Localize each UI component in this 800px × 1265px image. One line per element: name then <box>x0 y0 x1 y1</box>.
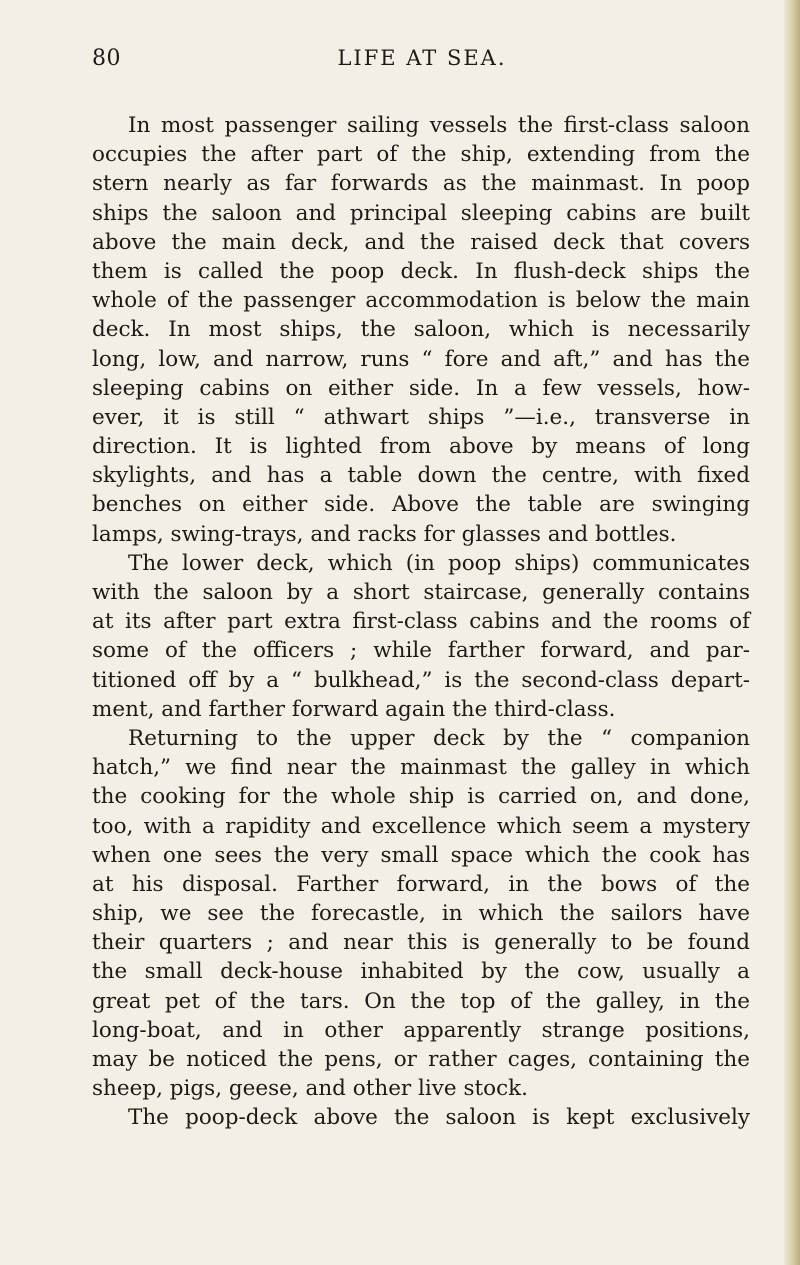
text-line: sheep, pigs, geese, and other live stock. <box>92 1076 529 1102</box>
text-line: whole of the passenger accommodation is below the main <box>92 288 750 314</box>
text-line: the small deck-house inhabited by the cow, usually a <box>92 959 750 985</box>
text-line: great pet of the tars. On the top of the galley, in the <box>92 988 750 1014</box>
text-line: some of the officers ; while farther forward, and par- <box>92 638 750 664</box>
body-text <box>92 111 750 1133</box>
text-line: long-boat, and in other apparently strange positions, <box>92 1017 750 1043</box>
text-line: occupies the after part of the ship, extending from the <box>92 142 750 168</box>
text-line: long, low, and narrow, runs “ fore and aft,” and has the <box>92 346 750 372</box>
page-edge <box>784 0 800 1265</box>
text-line: ships the saloon and principal sleeping cabins are built <box>92 200 750 226</box>
text-line: hatch,” we find near the mainmast the galley in which <box>92 755 750 781</box>
text-line: at its after part extra first-class cabins and the rooms of <box>92 609 750 635</box>
page-number: 80 <box>92 46 121 71</box>
text-line: The lower deck, which (in poop ships) communicates <box>128 550 750 576</box>
text-line: The poop-deck above the saloon is kept exclusively <box>128 1105 750 1131</box>
text-line: with the saloon by a short staircase, generally contains <box>92 580 750 605</box>
text-line: their quarters ; and near this is generally to be found <box>92 930 750 956</box>
text-line: above the main deck, and the raised deck that covers <box>92 229 750 255</box>
text-line: when one sees the very small space which the cook has <box>92 842 750 868</box>
text-line: the cooking for the whole ship is carried on, and done, <box>92 784 750 810</box>
text-line: benches on either side. Above the table are swinging <box>92 492 750 518</box>
text-line: at his disposal. Farther forward, in the bows of the <box>92 871 750 897</box>
text-line: direction. It is lighted from above by means of long <box>92 434 750 460</box>
text-line: lamps, swing-trays, and racks for glasses and bottles. <box>92 521 677 547</box>
text-line: ever, it is still “ athwart ships ”—i.e., transverse in <box>92 404 750 430</box>
text-line: may be noticed the pens, or rather cages, containing the <box>92 1047 750 1072</box>
text-line: stern nearly as far forwards as the mainmast. In poop <box>92 171 750 197</box>
running-head: LIFE AT SEA. <box>337 46 507 70</box>
text-line: Returning to the upper deck by the “ companion <box>128 725 750 751</box>
text-line: skylights, and has a table down the centre, with fixed <box>92 463 750 489</box>
text-line: them is called the poop deck. In flush-deck ships the <box>92 258 750 284</box>
text-line: ment, and farther forward again the third-class. <box>92 696 616 722</box>
text-line: sleeping cabins on either side. In a few vessels, how- <box>92 375 750 401</box>
text-line: too, with a rapidity and excellence which seem a mystery <box>92 813 750 839</box>
text-line: ship, we see the forecastle, in which the sailors have <box>92 901 750 927</box>
text-line: In most passenger sailing vessels the first-class saloon <box>128 113 750 138</box>
text-line: deck. In most ships, the saloon, which is necessarily <box>92 317 750 343</box>
page-header <box>92 46 752 86</box>
text-line: titioned off by a “ bulkhead,” is the second-class depart- <box>92 667 750 693</box>
